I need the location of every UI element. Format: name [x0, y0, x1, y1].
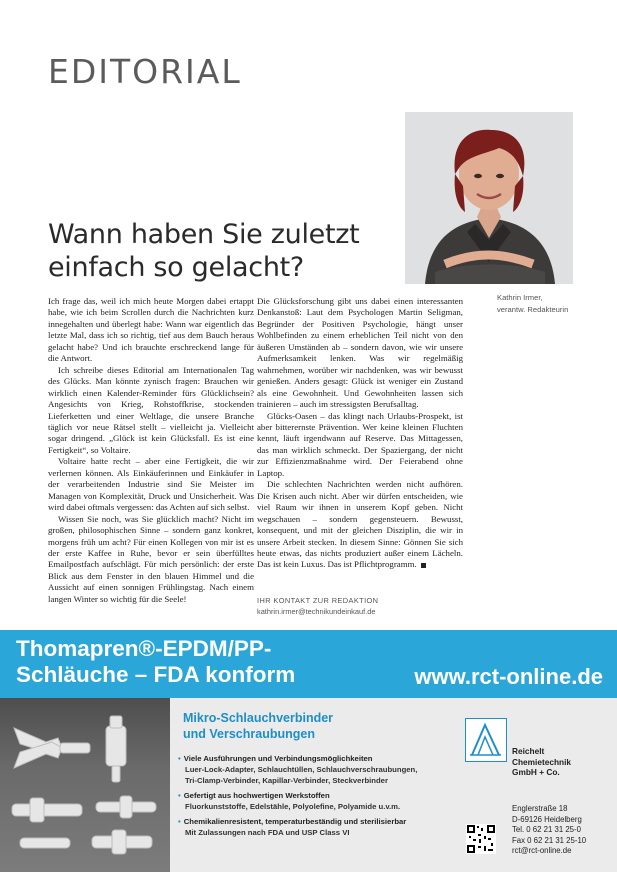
- article-paragraph-last: [257, 479, 463, 571]
- caption-name: Kathrin Irmer,: [497, 293, 543, 302]
- address-email-link[interactable]: rct@rct-online.de: [512, 846, 572, 855]
- address-fax: Fax 0 62 21 31 25-10: [512, 835, 587, 845]
- qr-pattern: [466, 824, 496, 854]
- ad-subtitle-line-2: und Verschraubungen: [183, 727, 315, 741]
- advertisement-body: [0, 698, 617, 872]
- company-name-line-1: Reichelt: [512, 746, 545, 756]
- contact-label: IHR KONTAKT ZUR REDAKTION: [257, 596, 379, 605]
- ad-feature-title: Gefertigt aus hochwertigen Werkstoffen: [183, 790, 330, 800]
- company-name-line-3: GmbH + Co.: [512, 767, 560, 777]
- contact-email-link[interactable]: kathrin.irmer@technikundeinkauf.de: [257, 606, 376, 616]
- portrait-illustration: [405, 112, 573, 284]
- company-address: [512, 804, 586, 857]
- article-column-left: [48, 296, 254, 605]
- article-paragraph: Ich schreibe dieses Editorial am Internationalen Tag des Glücks. Man könnte zynisch fragen: Brauchen wir wirklich einen Kalender-Reminder fürs Glücklichsein? Angesichts von Krieg, Rohstoffkrise, stockenden Lieferketten und einer Weltlage, die unsere Branche täglich vor neue Rätsel stellt – vielleicht ja. Vielleicht sogar dringend. „Glück ist kein Glücksfall. Es ist eine Fertigkeit“, so Voltaire.: [48, 364, 254, 455]
- ad-url-link[interactable]: www.rct-online.de: [414, 664, 603, 689]
- ad-headline-line-2: Schläuche – FDA konform: [16, 662, 296, 687]
- company-name: [512, 746, 571, 778]
- editorial-contact: [257, 596, 378, 617]
- article-paragraph: Voltaire hatte recht – aber eine Fertigkeit, die wir verlernen können. Als Einkäuferinnen und Einkäufer in der verarbeitenden Industrie sind Sie Meister im Managen von Komplexität, Druck und Unsicherheit. Was wird dabei oftmals vergessen: das Achten auf sich selbst.: [48, 456, 254, 513]
- address-phone: Tel. 0 62 21 31 25-0: [512, 825, 581, 834]
- connector-product-image: [0, 698, 170, 872]
- ad-headline: [16, 636, 295, 688]
- section-title: EDITORIAL: [48, 52, 242, 91]
- ad-feature-item: [178, 754, 473, 786]
- ad-feature-item: [178, 817, 473, 839]
- end-of-article-mark: [421, 563, 426, 568]
- company-logo-icon: [465, 718, 507, 762]
- article-paragraph-text: Die schlechten Nachrichten werden nicht aufhören. Die Krisen auch nicht. Aber wir dürfen entscheiden, wie viel Raum wir ihnen in unserem Kopf geben. Nicht wegschauen – sondern gegensteuern. Bewusst, konsequent, und mit der gleichen Disziplin, die wir in unsere Arbeit stecken. In diesem Sinne: Gönnen Sie sich heute etwas, das nichts produziert außer einem Lächeln. Das ist kein Luxus. Das ist Pflichtprogramm.: [257, 479, 463, 570]
- headline-line-1: Wann haben Sie zuletzt: [48, 219, 360, 250]
- author-portrait: [405, 112, 573, 284]
- article-paragraph: Ich frage das, weil ich mich heute Morgen dabei ertappt habe, wie ich beim Scrollen durch die Nachrichten kurz innegehalten und überlegt habe: Wann war eigentlich das letzte Mal, dass ich so richtig, tief aus dem Bauch heraus gelacht habe? Und ich brauchte erschreckend lange für die Antwort.: [48, 296, 254, 364]
- qr-code-icon[interactable]: [466, 824, 496, 854]
- ad-subtitle-line-1: Mikro-Schlauchverbinder: [183, 711, 334, 725]
- bullet-icon: •: [178, 816, 181, 826]
- ad-feature-detail: Tri-Clamp-Verbinder, Kapillar-Verbinder, Steckverbinder: [185, 775, 388, 785]
- ad-subtitle: [183, 710, 333, 742]
- article-headline: [48, 218, 359, 284]
- article-paragraph: Glücks-Oasen – das klingt nach Urlaubs-Prospekt, ist aber bitterernste Prävention. Wer keine kleinen Fluchten kennt, läuft irgendwann auf Reserve. Das Mittagessen, das man wirklich schmeckt. Der Spaziergang, der nicht zur Effizienzmaßnahme wird. Der Feierabend ohne Laptop.: [257, 410, 463, 478]
- company-name-line-2: Chemietechnik: [512, 756, 572, 767]
- address-street: Englerstraße 18: [512, 804, 568, 813]
- article-paragraph: Die Glücksforschung gibt uns dabei einen interessanten Denkanstoß: Laut dem Psychologen Martin Seligman, Begründer der Positiven Psychologie, hängt unser Wohlbefinden zu einem erheblichen Teil nicht von den äußeren Umständen ab – sondern davon, wie wir unsere Aufmerksamkeit lenken. Was wir regelmäßig wahrnehmen, worüber wir nachdenken, was wir bewusst genießen. Anders gesagt: Glück ist weniger ein Zustand als eine Gewohnheit. Und Gewohnheiten lassen sich trainieren – auch im stressigsten Berufsalltag.: [257, 296, 463, 410]
- ad-headline-line-1: Thomapren®-EPDM/PP-: [16, 636, 272, 661]
- logo-mark: [466, 719, 505, 760]
- connectors-illustration: [0, 698, 170, 872]
- bullet-icon: •: [178, 790, 181, 800]
- headline-line-2: einfach so gelacht?: [48, 252, 304, 283]
- ad-feature-title: Viele Ausführungen und Verbindungsmöglichkeiten: [183, 754, 373, 763]
- address-city: D-69126 Heidelberg: [512, 814, 582, 824]
- ad-feature-detail: Mit Zulassungen nach FDA und USP Class VI: [185, 827, 350, 837]
- ad-feature-list: [178, 754, 473, 843]
- article-paragraph: Wissen Sie noch, was Sie glücklich macht? Nicht im großen, philosophischen Sinne – sondern ganz konkret, morgens früh um acht? Für einen Kollegen von mir ist es der erste Kaffee in Ruhe, bevor er sein überfülltes Emailpostfach aufschlägt. Für mich persönlich: der erste Blick aus dem Fenster in den blauen Himmel und die Aussicht auf einen sonnigen Frühlingstag. Nach einem langen Winter so wichtig für die Seele!: [48, 513, 254, 604]
- advertisement-banner[interactable]: [0, 630, 617, 698]
- ad-feature-detail: Luer-Lock-Adapter, Schlauchtüllen, Schlauchverschraubungen,: [185, 764, 418, 774]
- bullet-icon: •: [178, 754, 181, 763]
- portrait-caption: [497, 292, 568, 315]
- ad-feature-title: Chemikalienresistent, temperaturbeständig und sterilisierbar: [183, 816, 407, 826]
- ad-feature-detail: Fluorkunststoffe, Edelstähle, Polyolefine, Polyamide u.v.m.: [185, 801, 401, 811]
- article-column-right: [257, 296, 463, 571]
- ad-feature-item: [178, 791, 473, 813]
- caption-role: verantw. Redakteurin: [497, 304, 569, 314]
